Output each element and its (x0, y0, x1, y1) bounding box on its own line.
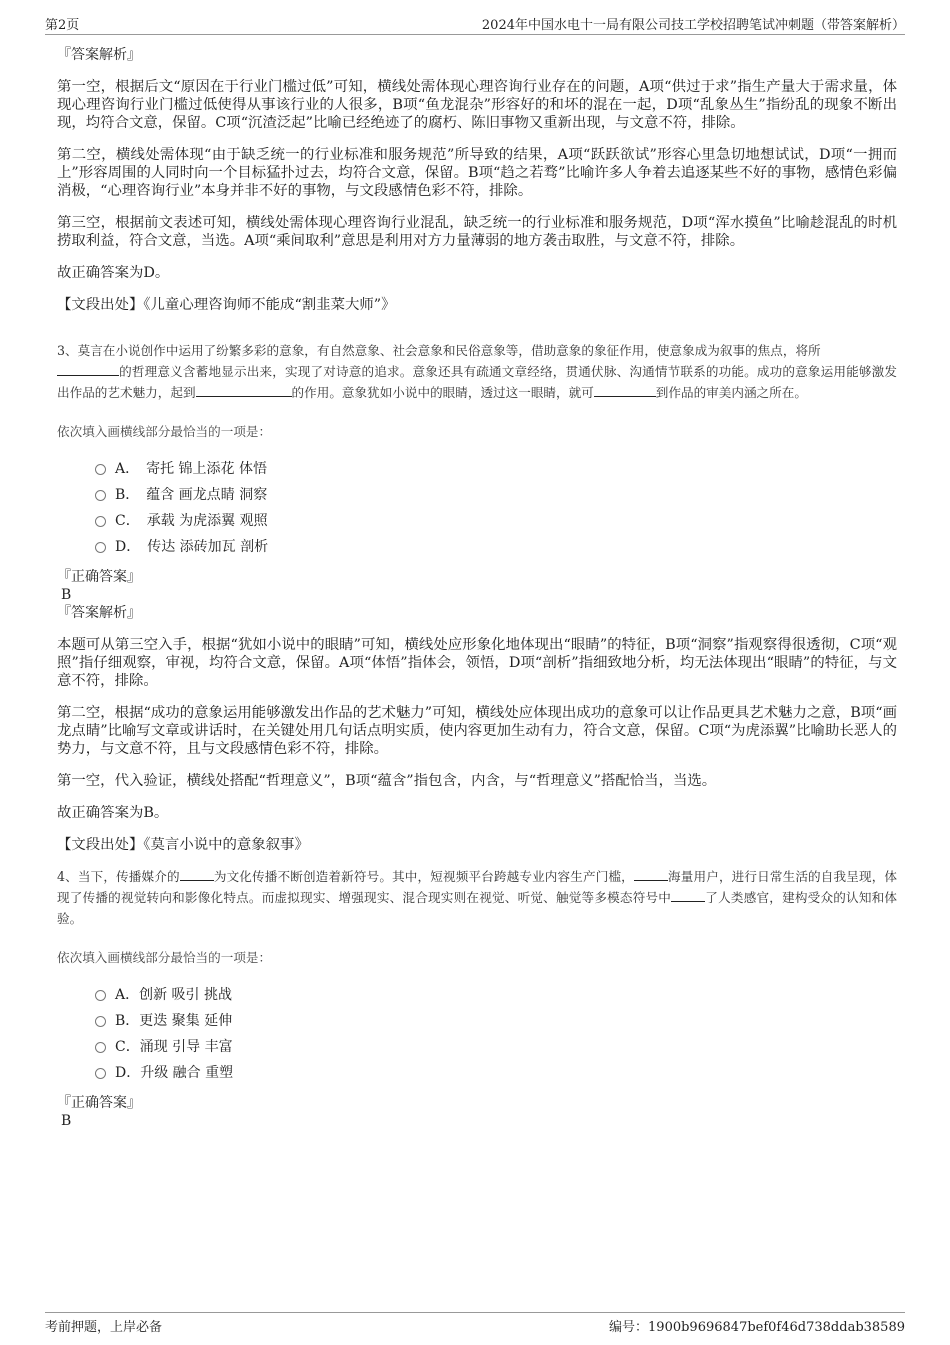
q3-analysis-para-1: 本题可从第三空入手，根据“犹如小说中的眼睛”可知，横线处应形象化地体现出“眼睛”的特征，B项“洞察”指观察得很透彻，C项“观照”指仔细观察，审视，均符合文意，保留。A项“体悟”指体会，领悟，D项“剖析”指细致地分析，均无法体现出“眼睛”的特征，与文意不符，排除。 (57, 637, 897, 689)
q4-stem-part-3: 海量用户，进行日常生活的自我呈现，体现了传播的视觉转向和影像化特点。而虚拟现实、增强现实、混合现实则在视觉、听觉、触觉等多模态符号中 (57, 869, 898, 905)
radio-icon[interactable] (95, 542, 106, 553)
q4-stem-part-2: 为文化传播不断创造着新符号。其中，短视频平台跨越专业内容生产门槛， (213, 869, 634, 884)
radio-icon[interactable] (95, 990, 106, 1001)
q3-option-a-label: A． 寄托 锦上添花 体悟 (115, 461, 268, 477)
page-footer (45, 1312, 905, 1335)
q2-analysis-para-2: 第二空，横线处需体现“由于缺乏统一的行业标准和服务规范”所导致的结果，A项“跃跃欲试”形容心里急切地想试试，D项“一拥而上”形容周围的人同时向一个目标猛扑过去，均符合文意，保留。B项“趋之若骛”比喻许多人争着去追逐某些不好的事物，感情色彩偏消极，“心理咨询行业”本身并非不好的事物，与文段感情色彩不符，排除。 (57, 147, 897, 199)
document-title: 2024年中国水电十一局有限公司技工学校招聘笔试冲刺题（带答案解析） (481, 18, 905, 33)
q4-option-c[interactable] (95, 1034, 897, 1060)
q4-stem (57, 866, 897, 929)
q4-blank-1 (180, 867, 214, 881)
q4-option-a-label: A．创新 吸引 挑战 (115, 987, 233, 1003)
q4-option-d-label: D．升级 融合 重塑 (115, 1065, 234, 1081)
q4-blank-2 (634, 867, 668, 881)
q4-stem-part-4: 了人类感官，建构受众的认知和体验。 (57, 890, 898, 926)
q3-option-c[interactable] (95, 508, 897, 534)
q3-option-d[interactable] (95, 534, 897, 560)
radio-icon[interactable] (95, 516, 106, 527)
q2-analysis-label: 『答案解析』 (57, 47, 141, 63)
radio-icon[interactable] (95, 1042, 106, 1053)
radio-icon[interactable] (95, 1016, 106, 1027)
q3-option-c-label: C． 承载 为虎添翼 观照 (115, 513, 268, 529)
q3-options (95, 456, 897, 560)
q4-option-c-label: C．涌现 引导 丰富 (115, 1039, 233, 1055)
radio-icon[interactable] (95, 1068, 106, 1079)
q4-correct-answer: B (61, 1113, 72, 1129)
q3-blank-2 (196, 383, 292, 397)
q4-blank-3 (671, 888, 705, 902)
q3-analysis-para-3: 第一空，代入验证，横线处搭配“哲理意义”，B项“蕴含”指包含，内含，与“哲理意义”搭配恰当，当选。 (57, 773, 717, 789)
q3-option-b[interactable] (95, 482, 897, 508)
footer-code: 编号：1900b9696847bef0f46d738ddab38589 (609, 1320, 905, 1335)
page-header (45, 12, 905, 35)
q3-stem-part-1: 3、莫言在小说创作中运用了纷繁多彩的意象，有自然意象、社会意象和民俗意象等，借助意象的象征作用，使意象成为叙事的焦点，将所 (57, 343, 821, 358)
q3-conclusion: 故正确答案为B。 (57, 805, 169, 821)
q3-blank-1 (57, 362, 119, 376)
q3-correct-answer: B (61, 587, 72, 603)
q4-options (95, 982, 897, 1086)
q3-stem-part-2: 的哲理意义含蓄地显示出来，实现了对诗意的追求。意象还具有疏通文章经络，贯通伏脉、沟通情节联系的功能。成功的意象运用能够激发出作品的艺术魅力，起到 (57, 364, 897, 400)
q3-analysis-label: 『答案解析』 (57, 605, 141, 621)
q3-correct-label: 『正确答案』 (57, 569, 141, 585)
q4-prompt: 依次填入画横线部分最恰当的一项是： (57, 950, 272, 965)
q4-option-a[interactable] (95, 982, 897, 1008)
q3-source: 【文段出处】《莫言小说中的意象叙事》 (57, 837, 309, 853)
q2-source: 【文段出处】《儿童心理咨询师不能成“割韭菜大师”》 (57, 297, 396, 313)
q2-analysis-para-3: 第三空，根据前文表述可知，横线处需体现心理咨询行业混乱，缺乏统一的行业标准和服务规范，D项“浑水摸鱼”比喻趁混乱的时机捞取利益，符合文意，当选。A项“乘间取利”意思是利用对方力量薄弱的地方袭击取胜，与文意不符，排除。 (57, 215, 897, 249)
q3-stem-part-3: 的作用。意象犹如小说中的眼睛，透过这一眼睛，就可 (291, 385, 594, 400)
q3-analysis-para-2: 第二空，根据“成功的意象运用能够激发出作品的艺术魅力”可知，横线处应体现出成功的意象可以让作品更具艺术魅力之意，B项“画龙点睛”比喻写文章或讲话时，在关键处用几句话点明实质，使内容更加生动有力，符合文意，保留。C项“为虎添翼”比喻助长恶人的势力，与文意不符，且与文段感情色彩不符，排除。 (57, 705, 897, 757)
q3-stem-part-4: 到作品的审美内涵之所在。 (655, 385, 807, 400)
page-content (57, 46, 897, 1130)
q4-option-d[interactable] (95, 1060, 897, 1086)
q3-prompt: 依次填入画横线部分最恰当的一项是： (57, 424, 272, 439)
footer-slogan: 考前押题，上岸必备 (45, 1320, 163, 1335)
q3-blank-3 (594, 383, 656, 397)
q4-correct-label: 『正确答案』 (57, 1095, 141, 1111)
q2-analysis-para-1: 第一空，根据后文“原因在于行业门槛过低”可知，横线处需体现心理咨询行业存在的问题，A项“供过于求”指生产量大于需求量，体现心理咨询行业门槛过低使得从事该行业的人很多，B项“鱼龙混杂”形容好的和坏的混在一起，D项“乱象丛生”指纷乱的现象不断出现，均符合文意，保留。C项“沉渣泛起”比喻已经绝迹了的腐朽、陈旧事物又重新出现，与文意不符，排除。 (57, 79, 897, 131)
page-number: 第2页 (45, 18, 80, 33)
q3-stem (57, 340, 897, 403)
q2-conclusion: 故正确答案为D。 (57, 265, 170, 281)
q3-option-a[interactable] (95, 456, 897, 482)
q4-stem-part-1: 4、当下，传播媒介的 (57, 869, 180, 884)
q4-option-b-label: B．更迭 聚集 延伸 (115, 1013, 233, 1029)
radio-icon[interactable] (95, 464, 106, 475)
q4-option-b[interactable] (95, 1008, 897, 1034)
radio-icon[interactable] (95, 490, 106, 501)
q3-option-b-label: B． 蕴含 画龙点睛 洞察 (115, 487, 268, 503)
q3-option-d-label: D． 传达 添砖加瓦 剖析 (115, 539, 269, 555)
